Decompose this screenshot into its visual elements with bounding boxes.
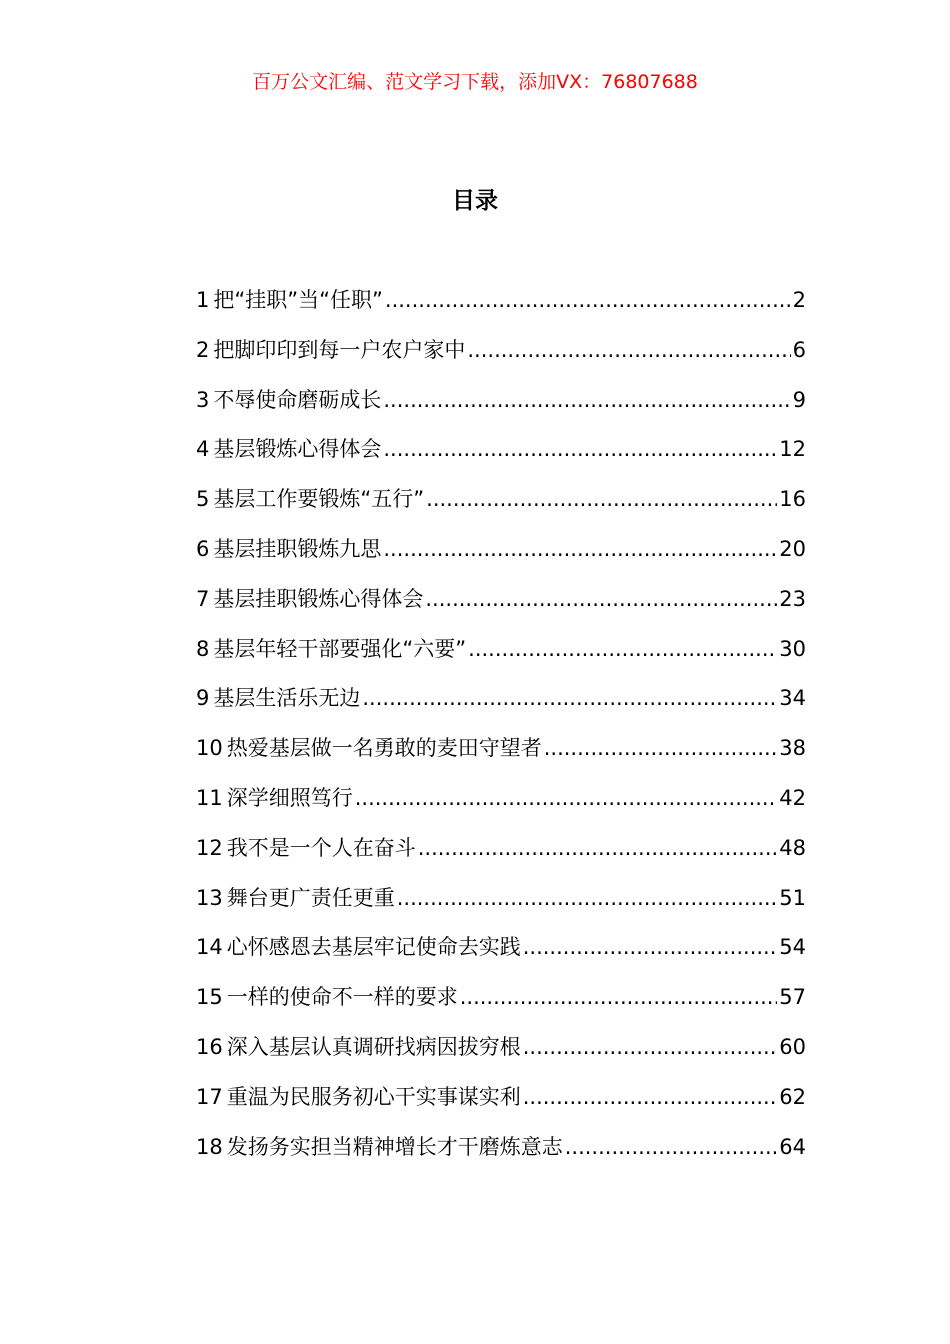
toc-entry-page-number: 57: [779, 985, 806, 1010]
toc-entry-number: 8: [196, 636, 210, 661]
toc-entry-page-number: 20: [779, 536, 806, 561]
toc-entry[interactable]: [196, 332, 806, 382]
toc-dot-leader: [565, 1129, 778, 1165]
toc-dot-leader: [460, 979, 778, 1015]
toc-entry[interactable]: [196, 730, 806, 780]
toc-entry-number: 3: [196, 387, 210, 412]
toc-entry-title: 深入基层认真调研找病因拔穷根: [226, 1034, 521, 1059]
toc-entry[interactable]: [196, 581, 806, 631]
toc-entry-title: 基层年轻干部要强化“六要”: [213, 636, 467, 661]
toc-dot-leader: [467, 332, 790, 368]
toc-entry-title: 基层挂职锻炼九思: [213, 536, 382, 561]
toc-entry-title: 基层生活乐无边: [213, 686, 361, 711]
toc-entry-page-number: 23: [779, 586, 806, 611]
toc-entry-title: 重温为民服务初心干实事谋实利: [226, 1084, 521, 1109]
toc-entry-title: 发扬务实担当精神增长才干磨炼意志: [226, 1134, 563, 1159]
toc-entry[interactable]: [196, 531, 806, 581]
toc-entry-title: 心怀感恩去基层牢记使命去实践: [226, 935, 521, 960]
toc-dot-leader: [383, 382, 790, 418]
toc-dot-leader: [544, 730, 778, 766]
toc-dot-leader: [355, 780, 778, 816]
toc-dot-leader: [385, 282, 791, 318]
toc-entry-title: 基层锻炼心得体会: [213, 437, 382, 462]
header-note: 百万公文汇编、范文学习下载，添加VX：76807688: [252, 71, 698, 93]
toc-entry[interactable]: [196, 382, 806, 432]
toc-entry-number: 9: [196, 686, 210, 711]
toc-entry-number: 10: [196, 736, 223, 761]
toc-entry-number: 7: [196, 586, 210, 611]
toc-entry-number: 17: [196, 1084, 223, 1109]
toc-entry-number: 18: [196, 1134, 223, 1159]
toc-dot-leader: [426, 481, 777, 517]
toc-entry[interactable]: [196, 830, 806, 880]
toc-entry-title: 把脚印印到每一户农户家中: [213, 337, 466, 362]
toc-entry[interactable]: [196, 780, 806, 830]
toc-entry[interactable]: [196, 1079, 806, 1129]
toc-entry-title: 不辱使命磨砺成长: [213, 387, 382, 412]
toc-entry[interactable]: [196, 680, 806, 730]
toc-entry-title: 深学细照笃行: [226, 785, 353, 810]
table-of-contents: [196, 282, 806, 1178]
toc-dot-leader: [418, 830, 778, 866]
toc-entry-page-number: 12: [779, 437, 806, 462]
toc-dot-leader: [468, 631, 777, 667]
toc-entry[interactable]: [196, 431, 806, 481]
toc-entry[interactable]: [196, 481, 806, 531]
toc-entry-number: 16: [196, 1034, 223, 1059]
toc-entry-page-number: 16: [779, 487, 806, 512]
toc-dot-leader: [523, 929, 778, 965]
toc-entry[interactable]: [196, 979, 806, 1029]
toc-entry-page-number: 51: [779, 885, 806, 910]
toc-dot-leader: [425, 581, 777, 617]
toc-entry[interactable]: [196, 1129, 806, 1179]
toc-entry-title: 把“挂职”当“任职”: [213, 288, 383, 312]
toc-entry-number: 14: [196, 935, 223, 960]
toc-entry-page-number: 64: [779, 1134, 806, 1159]
toc-entry-number: 11: [196, 785, 223, 810]
toc-entry-number: 6: [196, 536, 210, 561]
toc-entry[interactable]: [196, 929, 806, 979]
toc-entry-title: 一样的使命不一样的要求: [226, 985, 458, 1010]
toc-entry-page-number: 54: [779, 935, 806, 960]
toc-entry-title: 基层工作要锻炼“五行”: [213, 487, 425, 512]
toc-entry-title: 热爱基层做一名勇敢的麦田守望者: [226, 736, 542, 761]
toc-entry[interactable]: [196, 631, 806, 681]
toc-entry[interactable]: [196, 282, 806, 332]
toc-entry[interactable]: [196, 1029, 806, 1079]
toc-entry-page-number: 9: [792, 387, 806, 412]
toc-entry-title: 舞台更广责任更重: [226, 885, 395, 910]
toc-entry-page-number: 60: [779, 1034, 806, 1059]
toc-dot-leader: [523, 1079, 778, 1115]
toc-entry-page-number: 2: [792, 288, 806, 312]
toc-entry-title: 我不是一个人在奋斗: [226, 835, 416, 860]
toc-dot-leader: [383, 531, 777, 567]
toc-entry-page-number: 38: [779, 736, 806, 761]
toc-dot-leader: [523, 1029, 778, 1065]
toc-entry-number: 5: [196, 487, 210, 512]
toc-entry-title: 基层挂职锻炼心得体会: [213, 586, 424, 611]
toc-entry-number: 15: [196, 985, 223, 1010]
toc-entry-number: 13: [196, 885, 223, 910]
toc-dot-leader: [397, 880, 778, 916]
toc-entry-number: 2: [196, 337, 210, 362]
toc-entry-page-number: 30: [779, 636, 806, 661]
toc-dot-leader: [383, 431, 777, 467]
toc-entry-page-number: 34: [779, 686, 806, 711]
document-title: 目录: [452, 188, 498, 214]
toc-entry-number: 12: [196, 835, 223, 860]
toc-entry-number: 1: [196, 288, 210, 312]
toc-entry-page-number: 6: [792, 337, 806, 362]
toc-entry-page-number: 42: [779, 785, 806, 810]
toc-dot-leader: [362, 680, 777, 716]
toc-entry-page-number: 48: [779, 835, 806, 860]
toc-entry-number: 4: [196, 437, 210, 462]
toc-entry-page-number: 62: [779, 1084, 806, 1109]
toc-entry[interactable]: [196, 880, 806, 930]
